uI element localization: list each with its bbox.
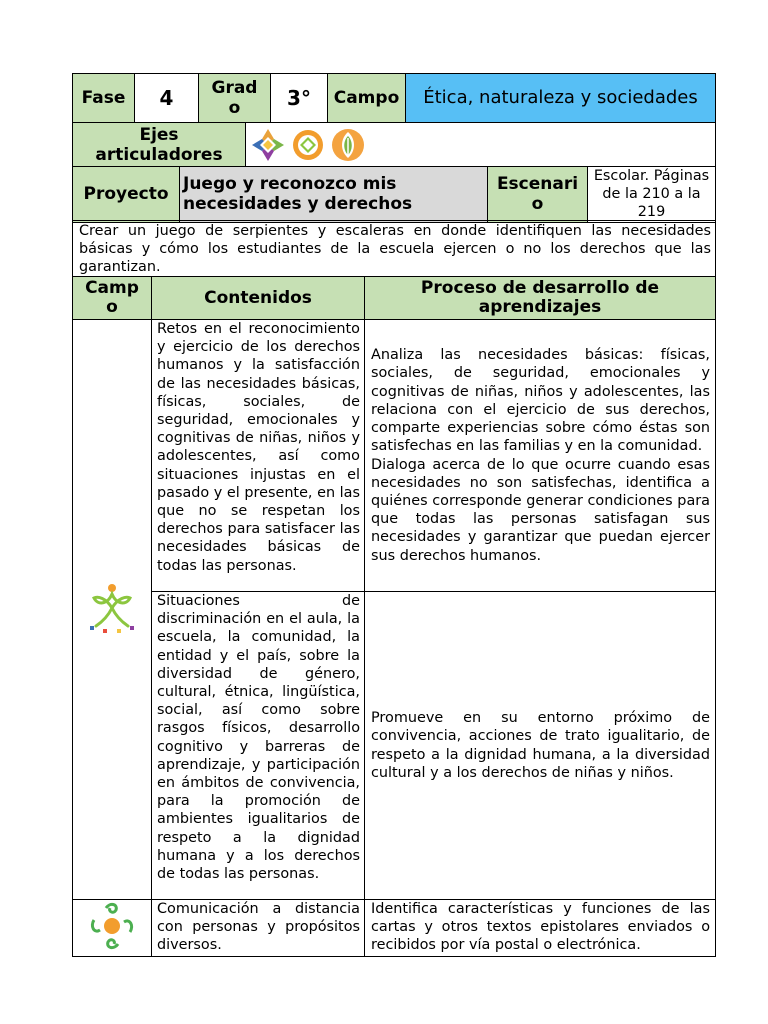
campo-label: Campo xyxy=(328,74,406,123)
header-table xyxy=(72,73,716,123)
contenido-2: Situaciones de discriminación en el aula, la escuela, la comunidad, la entidad y el país, sobre la diversidad de género, cultural, étnica, lingüística, social, así como sobre rasgos físicos, desarrollo cognitivo y barreras de aprendizaje, y participación en ámbitos de convivencia, para la promoción de ambientes igualitarios de respeto a la dignidad humana y a los derechos de todas las personas. xyxy=(152,592,365,900)
interculturalidad-icon xyxy=(290,127,326,163)
proceso-3: Identifica características y funciones de las cartas y otros textos epistolares enviados o recibidos por vía postal o electrónica. xyxy=(365,900,716,957)
col-header-campo: Camp o xyxy=(73,277,152,320)
grado-value: 3° xyxy=(271,74,328,123)
campo-icon-cell xyxy=(73,320,152,900)
description-table xyxy=(72,220,716,278)
proyecto-table xyxy=(72,166,716,223)
col-header-proceso: Proceso de desarrollo de aprendizajes xyxy=(365,277,716,320)
col-header-contenidos: Contenidos xyxy=(152,277,365,320)
project-description: Crear un juego de serpientes y escaleras en donde identifiquen las necesidades básicas y cómo los estudiantes de la escuela ejercen o no los derechos que las garantizan. xyxy=(73,221,716,278)
campo-icon-cell-2 xyxy=(73,900,152,957)
campo-value: Ética, naturaleza y sociedades xyxy=(406,74,716,123)
proyecto-label: Proyecto xyxy=(73,167,180,223)
lenguajes-icon xyxy=(88,900,136,952)
ejes-label: Ejes articuladores xyxy=(73,123,246,167)
content-table xyxy=(72,276,716,957)
proyecto-title: Juego y reconozco mis necesidades y derechos xyxy=(180,167,488,223)
fase-value: 4 xyxy=(135,74,199,123)
escenario-value: Escolar. Páginas de la 210 a la 219 xyxy=(588,167,716,223)
ejes-table xyxy=(72,122,716,167)
ejes-icons xyxy=(246,123,716,167)
contenido-3: Comunicación a distancia con personas y propósitos diversos. xyxy=(152,900,365,957)
escenario-label: Escenari o xyxy=(488,167,588,223)
etica-naturaleza-sociedades-icon xyxy=(88,582,136,634)
inclusion-icon xyxy=(250,127,286,163)
grado-label: Grad o xyxy=(199,74,271,123)
proceso-1: Analiza las necesidades básicas: físicas, sociales, de seguridad, emocionales y cognitivas de niñas, niños y adolescentes, las relaciona con el ejercicio de sus derechos, comparte experiencias sobre cómo éstas son satisfechas en las familias y en la comunidad. Dialoga acerca de lo que ocurre cuando esas necesidades no son satisfechas, identifica a quiénes corresponde generar condiciones para que todas las personas satisfagan sus necesidades y garantizar que puedan ejercer sus derechos humanos. xyxy=(365,320,716,592)
vida-saludable-icon xyxy=(330,127,366,163)
fase-label: Fase xyxy=(73,74,135,123)
proceso-2: Promueve en su entorno próximo de convivencia, acciones de trato igualitario, de respeto a la dignidad humana, a la diversidad cultural y a los derechos de niñas y niños. xyxy=(365,592,716,900)
contenido-1: Retos en el reconocimiento y ejercicio de los derechos humanos y la satisfacción de las necesidades básicas, físicas, sociales, de seguridad, emocionales y cognitivas de niñas, niños y adolescentes, así como situaciones injustas en el pasado y el presente, en las que no se respetan los derechos para satisfacer las necesidades básicas de todas las personas. xyxy=(152,320,365,592)
